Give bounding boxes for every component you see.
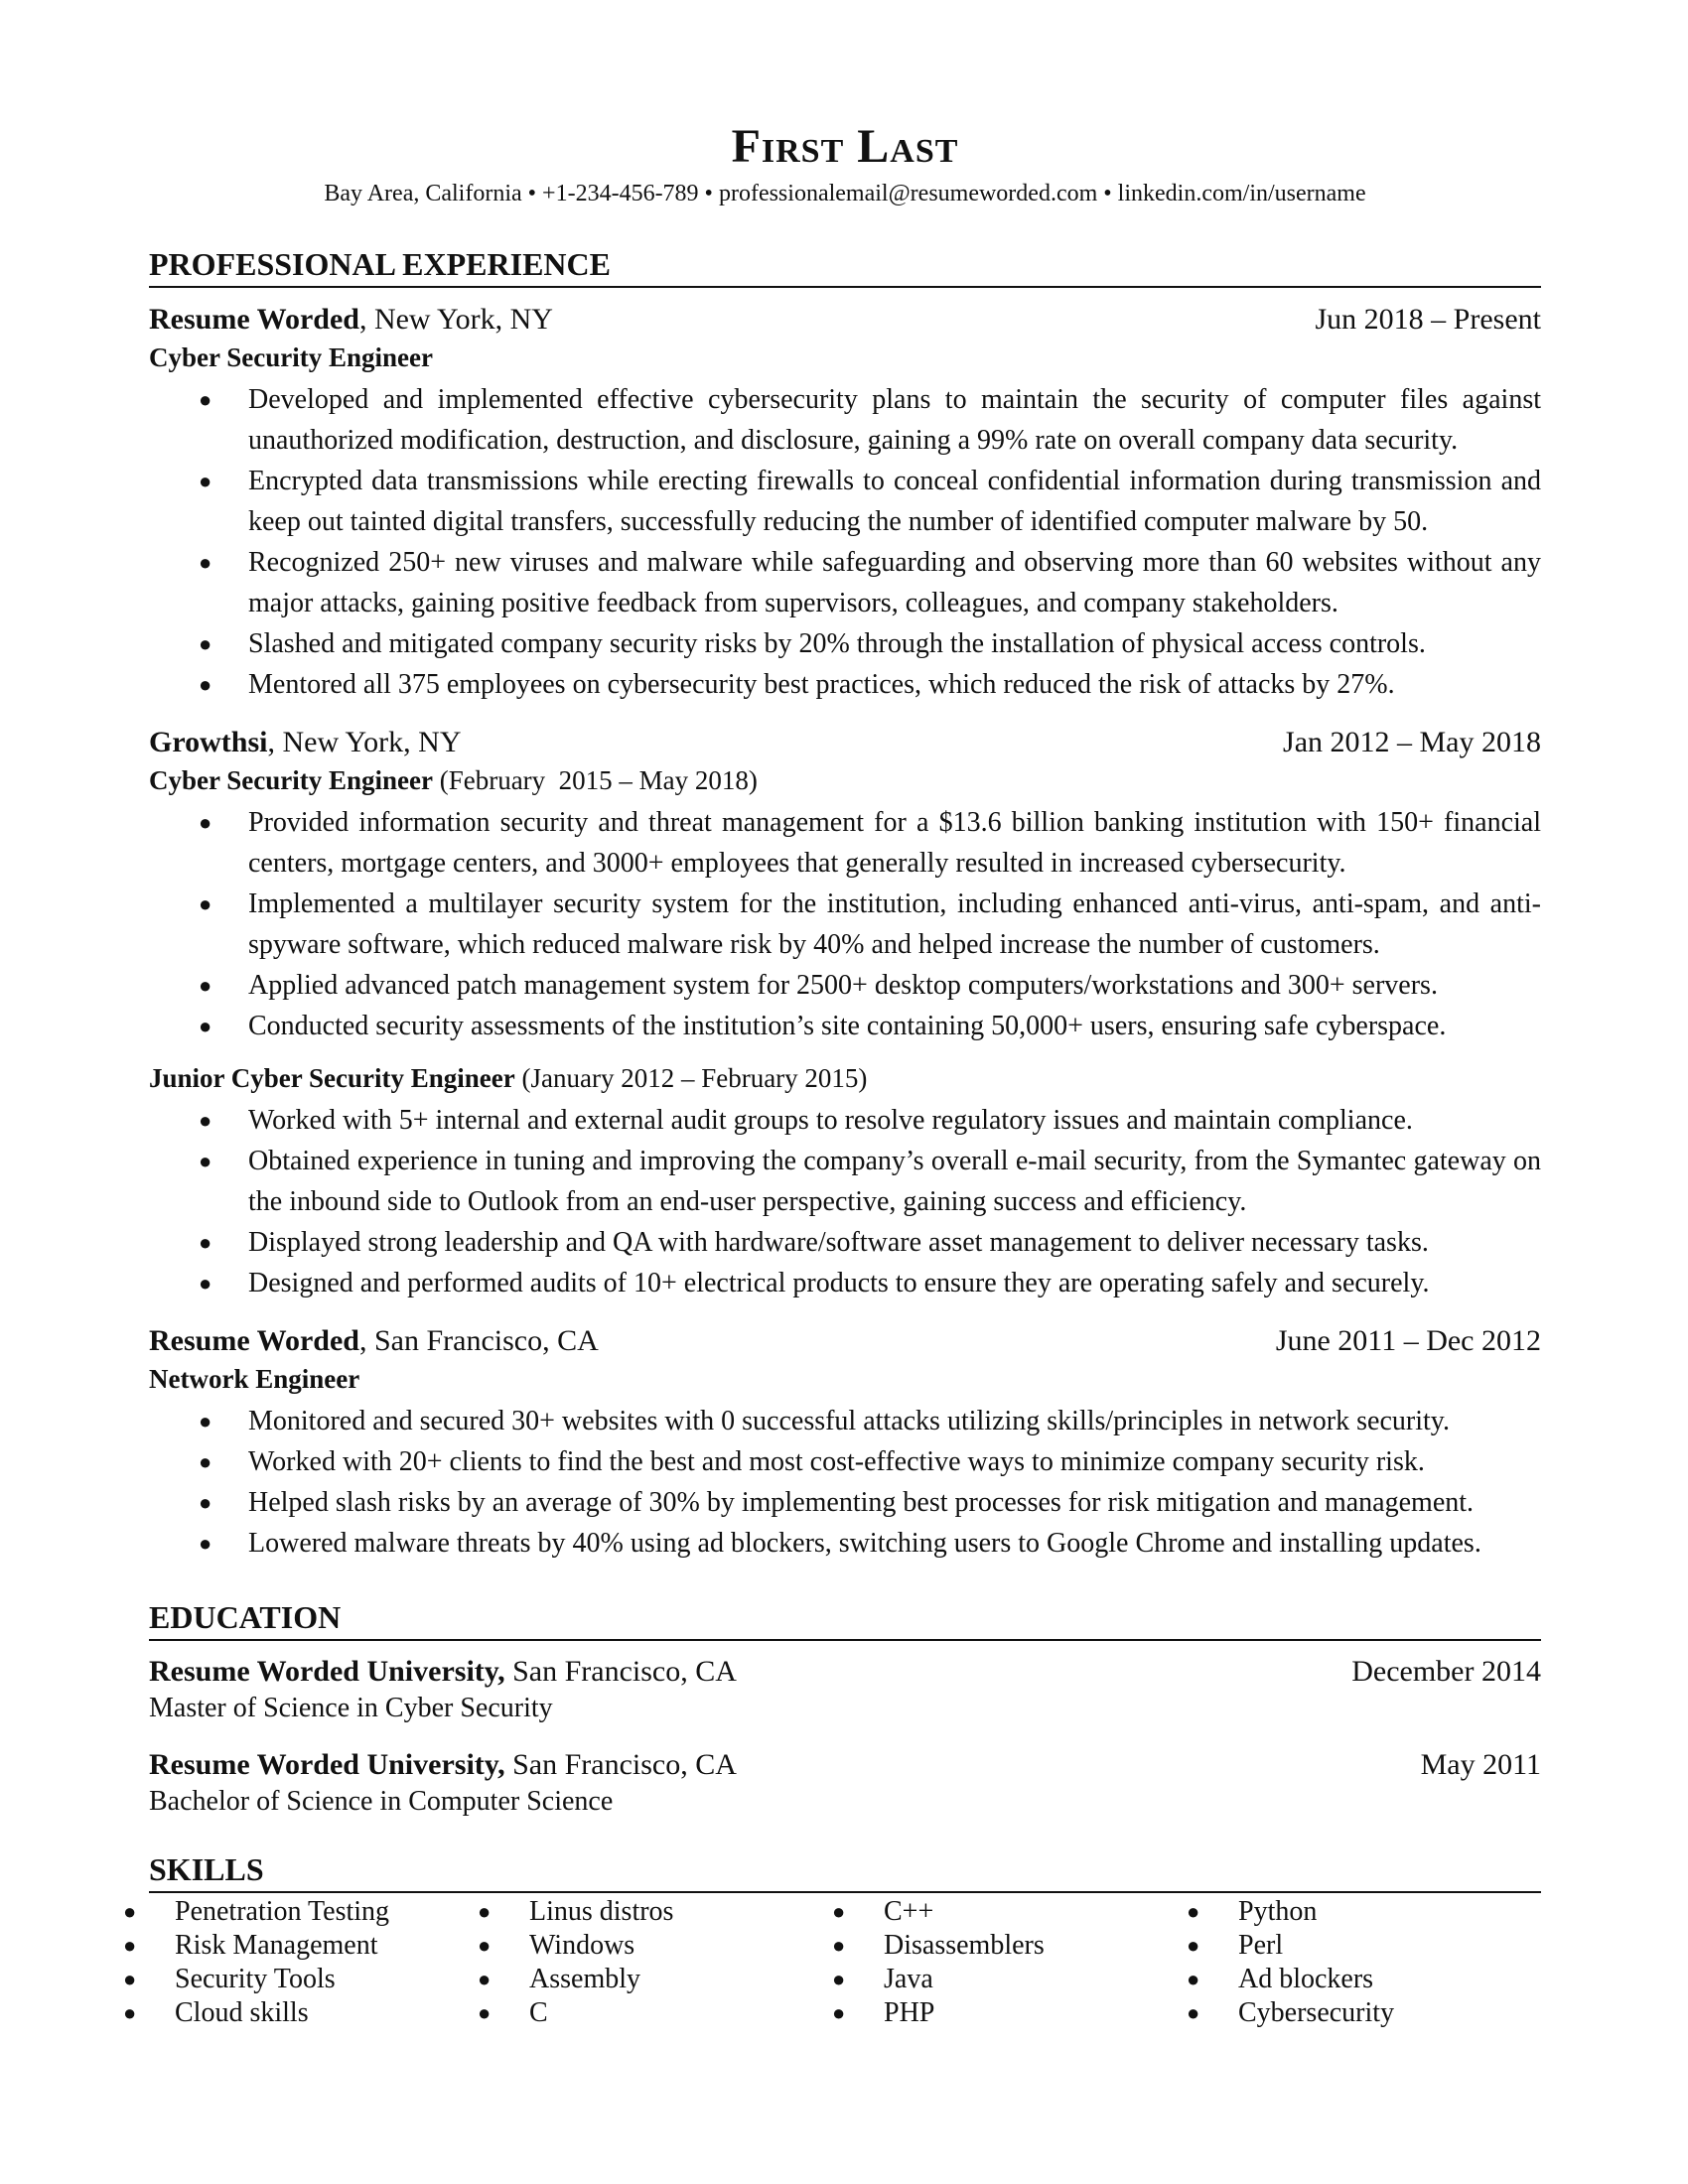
bullet-text: Mentored all 375 employees on cybersecurity best practices, which reduced the risk of attacks by 27%. [248, 669, 1395, 700]
bullet-dot-icon: ● [832, 1933, 846, 1958]
job-dates: Jun 2018 – Present [1315, 303, 1541, 336]
bullet-dot-icon: ● [199, 1409, 212, 1433]
skill-text: Windows [529, 1930, 635, 1961]
skill-text: Perl [1238, 1930, 1284, 1961]
bullet-item [149, 1222, 1541, 1263]
bullet-dot-icon: ● [123, 1933, 137, 1958]
bullet-item [149, 1263, 1541, 1303]
job-role-title: Network Engineer [149, 1364, 360, 1394]
bullet-dot-icon: ● [832, 2000, 846, 2025]
job-role [149, 762, 1541, 798]
skills-column [478, 1895, 832, 2030]
bullet-text: Displayed strong leadership and QA with hardware/software asset management to deliver necessary tasks. [248, 1227, 1429, 1258]
bullet-dot-icon: ● [199, 973, 212, 998]
bullet-text: Applied advanced patch management system for 2500+ desktop computers/workstations and 300+ servers. [248, 970, 1438, 1001]
job-role [149, 340, 1541, 375]
skill-text: Python [1238, 1896, 1318, 1927]
education-school: Resume Worded University, [149, 1748, 505, 1781]
bullet-dot-icon: ● [478, 1933, 492, 1958]
bullet-text: Helped slash risks by an average of 30% by implementing best processes for risk mitigation and management. [248, 1487, 1475, 1518]
job-role-title: Cyber Security Engineer [149, 765, 433, 795]
bullet-dot-icon: ● [199, 387, 212, 412]
bullet-dot-icon: ● [199, 1230, 212, 1255]
skill-item [1187, 1895, 1541, 1929]
bullet-item [149, 884, 1541, 965]
bullet-item [149, 802, 1541, 884]
bullet-text: Slashed and mitigated company security risks by 20% through the installation of physical access controls. [248, 628, 1426, 659]
bullet-dot-icon: ● [199, 1531, 212, 1556]
skill-item [832, 1996, 1187, 2030]
bullet-dot-icon: ● [199, 469, 212, 493]
job-role [149, 1361, 1541, 1397]
education-location: San Francisco, CA [504, 1748, 737, 1781]
bullet-text: Provided information security and threat management for a $13.6 billion banking institution with 150+ financial centers, mortgage centers, and 3000+ employees that generally resulted in increased cybersecurity. [248, 807, 1541, 879]
bullet-dot-icon: ● [123, 1899, 137, 1924]
skill-text: C [529, 1997, 548, 2028]
bullet-text: Worked with 5+ internal and external audit groups to resolve regulatory issues and maintain compliance. [248, 1105, 1413, 1136]
education-date: May 2011 [1420, 1748, 1541, 1781]
skill-text: Security Tools [175, 1964, 336, 1994]
job-entry [149, 723, 1541, 1303]
bullet-item [149, 461, 1541, 542]
skill-item [478, 1929, 832, 1963]
education-entry [149, 1653, 1541, 1726]
skill-item [123, 1929, 478, 1963]
candidate-name: First Last [731, 120, 959, 173]
job-location: , New York, NY [358, 303, 553, 336]
bullet-dot-icon: ● [199, 1149, 212, 1173]
bullet-dot-icon: ● [1187, 1967, 1200, 1991]
job-dates: June 2011 – Dec 2012 [1275, 1324, 1541, 1357]
job-company: Resume Worded [149, 303, 359, 336]
skill-item [478, 1895, 832, 1929]
bullet-dot-icon: ● [478, 2000, 492, 2025]
job-company-line [149, 300, 553, 340]
education-school: Resume Worded University, [149, 1655, 505, 1688]
job-entry [149, 300, 1541, 705]
job-company: Resume Worded [149, 1324, 359, 1357]
bullet-item [149, 1141, 1541, 1222]
job-company-line [149, 1321, 599, 1361]
skills-column [832, 1895, 1187, 2030]
skills-column [1187, 1895, 1541, 2030]
bullet-dot-icon: ● [832, 1899, 846, 1924]
job-bullets [149, 1100, 1541, 1303]
skill-text: Disassemblers [884, 1930, 1045, 1961]
bullet-dot-icon: ● [478, 1899, 492, 1924]
bullet-text: Designed and performed audits of 10+ electrical products to ensure they are operating safely and securely. [248, 1268, 1430, 1298]
bullet-text: Obtained experience in tuning and improving the company’s overall e-mail security, from the Symantec gateway on the inbound side to Outlook from an end-user perspective, gaining success and efficiency. [248, 1146, 1541, 1217]
skill-text: Risk Management [175, 1930, 378, 1961]
section-title-experience: PROFESSIONAL EXPERIENCE [149, 244, 1541, 288]
bullet-text: Lowered malware threats by 40% using ad blockers, switching users to Google Chrome and installing updates. [248, 1528, 1481, 1559]
bullet-item [149, 1441, 1541, 1482]
contact-line: Bay Area, California • +1-234-456-789 • professionalemail@resumeworded.com • linkedin.com/in/username [324, 181, 1366, 206]
job-location: , New York, NY [267, 726, 462, 758]
job-location: , San Francisco, CA [358, 1324, 599, 1357]
job-company: Growthsi [149, 726, 268, 758]
bullet-item [149, 623, 1541, 664]
skill-text: Penetration Testing [175, 1896, 390, 1927]
bullet-dot-icon: ● [478, 1967, 492, 1991]
job-role-title: Junior Cyber Security Engineer [149, 1063, 515, 1093]
education-entry [149, 1746, 1541, 1820]
skill-item [1187, 1963, 1541, 1996]
bullet-dot-icon: ● [1187, 1899, 1200, 1924]
section-title-skills: SKILLS [149, 1849, 1541, 1893]
skill-text: Assembly [529, 1964, 640, 1994]
bullet-text: Conducted security assessments of the institution’s site containing 50,000+ users, ensuring safe cyberspace. [248, 1011, 1447, 1041]
skill-item [832, 1895, 1187, 1929]
skill-item [123, 1996, 478, 2030]
bullet-dot-icon: ● [199, 1271, 212, 1296]
bullet-item [149, 965, 1541, 1006]
job-role-period: (January 2012 – February 2015) [514, 1063, 868, 1093]
bullet-item [149, 1401, 1541, 1441]
job-bullets [149, 802, 1541, 1046]
section-title-education: EDUCATION [149, 1597, 1541, 1641]
education-degree: Bachelor of Science in Computer Science [149, 1786, 614, 1817]
bullet-item [149, 379, 1541, 461]
job-company-line [149, 723, 461, 762]
bullet-item [149, 1523, 1541, 1564]
education-school-line [149, 1746, 737, 1784]
bullet-text: Recognized 250+ new viruses and malware while safeguarding and observing more than 60 websites without any major attacks, gaining positive feedback from supervisors, colleagues, and company stakeholders. [248, 547, 1541, 618]
job-role-period: (February 2015 – May 2018) [432, 765, 758, 795]
bullet-dot-icon: ● [199, 891, 212, 916]
bullet-item [149, 1482, 1541, 1523]
skill-text: Cybersecurity [1238, 1997, 1395, 2028]
bullet-dot-icon: ● [199, 550, 212, 575]
bullet-item [149, 1100, 1541, 1141]
bullet-text: Implemented a multilayer security system for the institution, including enhanced anti-virus, anti-spam, and anti-spyware software, which reduced malware risk by 40% and helped increase the number of customers. [248, 888, 1541, 960]
education-date: December 2014 [1351, 1655, 1541, 1688]
skill-item [478, 1963, 832, 1996]
skills-column [123, 1895, 478, 2030]
bullet-item [149, 542, 1541, 623]
skill-item [832, 1929, 1187, 1963]
job-role-title: Cyber Security Engineer [149, 342, 433, 372]
bullet-dot-icon: ● [199, 1014, 212, 1038]
skill-item [1187, 1929, 1541, 1963]
education-school-line [149, 1653, 737, 1691]
skill-text: Ad blockers [1238, 1964, 1374, 1994]
education-location: San Francisco, CA [504, 1655, 737, 1688]
bullet-dot-icon: ● [199, 1490, 212, 1515]
skill-item [478, 1996, 832, 2030]
job-bullets [149, 1401, 1541, 1564]
bullet-dot-icon: ● [199, 631, 212, 656]
skill-item [123, 1895, 478, 1929]
skill-text: C++ [884, 1896, 934, 1927]
bullet-text: Monitored and secured 30+ websites with 0 successful attacks utilizing skills/principles in network security. [248, 1406, 1450, 1436]
skill-item [1187, 1996, 1541, 2030]
bullet-dot-icon: ● [199, 810, 212, 835]
bullet-dot-icon: ● [199, 1449, 212, 1474]
skills-grid [123, 1895, 1541, 2030]
skill-text: Java [884, 1964, 933, 1994]
bullet-dot-icon: ● [1187, 2000, 1200, 2025]
skill-item [123, 1963, 478, 1996]
bullet-dot-icon: ● [199, 672, 212, 697]
bullet-text: Encrypted data transmissions while erecting firewalls to conceal confidential information during transmission and keep out tainted digital transfers, successfully reducing the number of identified computer malware by 50. [248, 466, 1541, 537]
bullet-dot-icon: ● [832, 1967, 846, 1991]
skill-text: Cloud skills [175, 1997, 309, 2028]
bullet-dot-icon: ● [199, 1108, 212, 1133]
bullet-item [149, 1006, 1541, 1046]
job-role [149, 1060, 1541, 1096]
bullet-dot-icon: ● [1187, 1933, 1200, 1958]
skill-text: PHP [884, 1997, 935, 2028]
job-dates: Jan 2012 – May 2018 [1283, 726, 1541, 758]
resume-header [149, 117, 1541, 210]
skill-text: Linus distros [529, 1896, 674, 1927]
bullet-text: Worked with 20+ clients to find the best and most cost-effective ways to minimize company security risk. [248, 1446, 1425, 1477]
bullet-dot-icon: ● [123, 1967, 137, 1991]
education-degree: Master of Science in Cyber Security [149, 1693, 553, 1723]
job-entry [149, 1321, 1541, 1564]
bullet-dot-icon: ● [123, 2000, 137, 2025]
skill-item [832, 1963, 1187, 1996]
bullet-text: Developed and implemented effective cybersecurity plans to maintain the security of computer files against unauthorized modification, destruction, and disclosure, gaining a 99% rate on overall company data security. [248, 384, 1541, 456]
bullet-item [149, 664, 1541, 705]
job-bullets [149, 379, 1541, 705]
